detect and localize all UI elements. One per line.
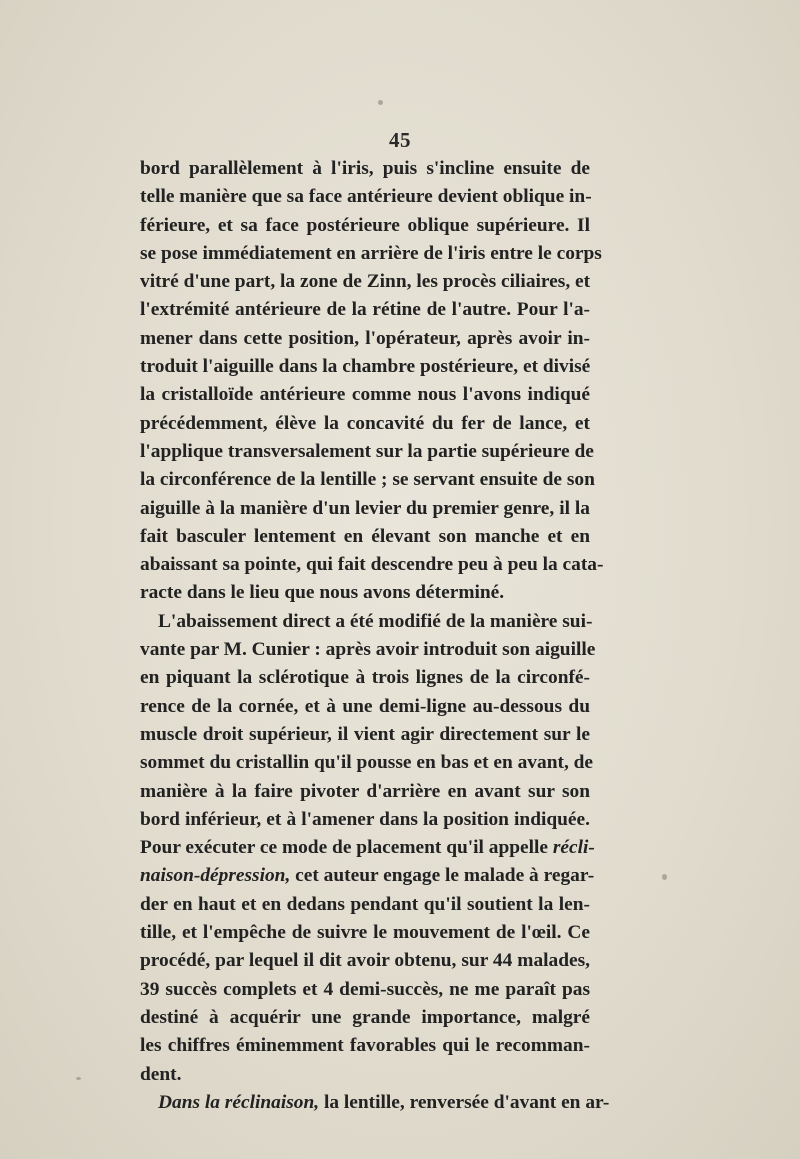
text-segment: vante par M. Cunier : après avoir introduit son aiguille xyxy=(140,639,596,661)
body-text xyxy=(140,155,610,1117)
text-segment: mener dans cette position, l'opérateur, après avoir in- xyxy=(140,327,590,349)
text-line xyxy=(140,664,590,692)
text-segment: der en haut et en dedans pendant qu'il soutient la len- xyxy=(140,893,590,915)
text-segment: Pour exécuter ce mode de placement qu'il appelle xyxy=(140,837,553,859)
text-segment: cet auteur engage le malade à regar- xyxy=(290,865,595,887)
text-line xyxy=(140,438,594,466)
text-line xyxy=(140,551,604,579)
text-line xyxy=(140,834,595,862)
text-line xyxy=(140,353,590,381)
text-line xyxy=(140,212,590,240)
text-line xyxy=(140,721,590,749)
text-segment: en piquant la sclérotique à trois lignes de la circonfé- xyxy=(140,667,590,689)
text-line xyxy=(140,466,595,494)
text-segment: aiguille à la manière d'un levier du premier genre, il la xyxy=(140,497,590,519)
text-line xyxy=(140,240,602,268)
text-segment: précédemment, élève la concavité du fer de lance, et xyxy=(140,412,590,434)
text-line xyxy=(140,410,590,438)
text-segment: vitré d'une part, la zone de Zinn, les procès ciliaires, et xyxy=(140,271,591,293)
italic-text-segment: Dans la réclinaison, xyxy=(158,1091,320,1113)
text-line xyxy=(140,523,590,551)
italic-text-segment: naison-dépression, xyxy=(140,865,291,887)
text-segment: destiné à acquérir une grande importance, malgré xyxy=(140,1006,590,1028)
text-line xyxy=(140,947,590,975)
text-segment: L'abaissement direct a été modifié de la manière sui- xyxy=(158,610,593,632)
text-segment: l'extrémité antérieure de la rétine de l'autre. Pour l'a- xyxy=(140,299,590,321)
text-segment: tille, et l'empêche de suivre le mouvement de l'œil. Ce xyxy=(140,922,590,944)
text-line xyxy=(140,919,590,947)
page-number: 45 xyxy=(389,128,411,152)
text-line xyxy=(140,1089,610,1117)
text-line xyxy=(140,693,590,721)
paper-speck xyxy=(662,874,667,880)
italic-text-segment: récli- xyxy=(552,837,595,859)
text-line xyxy=(140,381,590,409)
text-segment: les chiffres éminemment favorables qui le recomman- xyxy=(140,1035,590,1057)
text-line xyxy=(140,495,590,523)
text-line xyxy=(140,155,590,183)
text-segment: la circonférence de la lentille ; se servant ensuite de son xyxy=(140,469,595,491)
text-segment: 39 succès complets et 4 demi-succès, ne me paraît pas xyxy=(140,978,590,1000)
text-segment: se pose immédiatement en arrière de l'iris entre le corps xyxy=(140,242,602,264)
text-segment: fait basculer lentement en élevant son manche et en xyxy=(140,525,590,547)
text-segment: l'applique transversalement sur la partie supérieure de xyxy=(140,440,594,462)
text-segment: procédé, par lequel il dit avoir obtenu, sur 44 malades, xyxy=(140,950,590,972)
text-line xyxy=(140,806,590,834)
text-segment: muscle droit supérieur, il vient agir directement sur le xyxy=(140,723,590,745)
text-line xyxy=(140,862,595,890)
text-segment: abaissant sa pointe, qui fait descendre peu à peu la cata- xyxy=(140,554,604,576)
text-segment: la cristalloïde antérieure comme nous l'avons indiqué xyxy=(140,384,590,406)
text-line xyxy=(140,268,590,296)
text-segment: bord inférieur, et à l'amener dans la position indiquée. xyxy=(140,808,590,830)
text-segment: férieure, et sa face postérieure oblique supérieure. Il xyxy=(140,214,590,236)
text-line xyxy=(140,1004,590,1032)
text-line xyxy=(140,579,590,607)
text-segment: bord parallèlement à l'iris, puis s'incline ensuite de xyxy=(140,158,590,179)
text-line xyxy=(140,325,590,353)
paper-speck xyxy=(76,1077,81,1080)
text-segment: dent. xyxy=(140,1063,182,1085)
text-line xyxy=(140,636,596,664)
text-line xyxy=(140,183,590,211)
text-line xyxy=(140,1032,590,1060)
text-line xyxy=(140,891,590,919)
text-line xyxy=(140,976,590,1004)
text-line xyxy=(140,1061,590,1089)
text-segment: telle manière que sa face antérieure devient oblique in- xyxy=(140,186,592,208)
paper-speck xyxy=(378,100,383,105)
text-segment: troduit l'aiguille dans la chambre postérieure, et divisé xyxy=(140,356,591,378)
text-segment: manière à la faire pivoter d'arrière en avant sur son xyxy=(140,780,590,802)
text-line xyxy=(140,608,593,636)
text-segment: sommet du cristallin qu'il pousse en bas et en avant, de xyxy=(140,752,594,774)
text-line xyxy=(140,749,594,777)
text-segment: la lentille, renversée d'avant en ar- xyxy=(319,1091,610,1113)
text-segment: rence de la cornée, et à une demi-ligne au-dessous du xyxy=(140,695,590,717)
text-segment: racte dans le lieu que nous avons déterminé. xyxy=(140,582,505,604)
text-line xyxy=(140,296,590,324)
text-line xyxy=(140,778,590,806)
